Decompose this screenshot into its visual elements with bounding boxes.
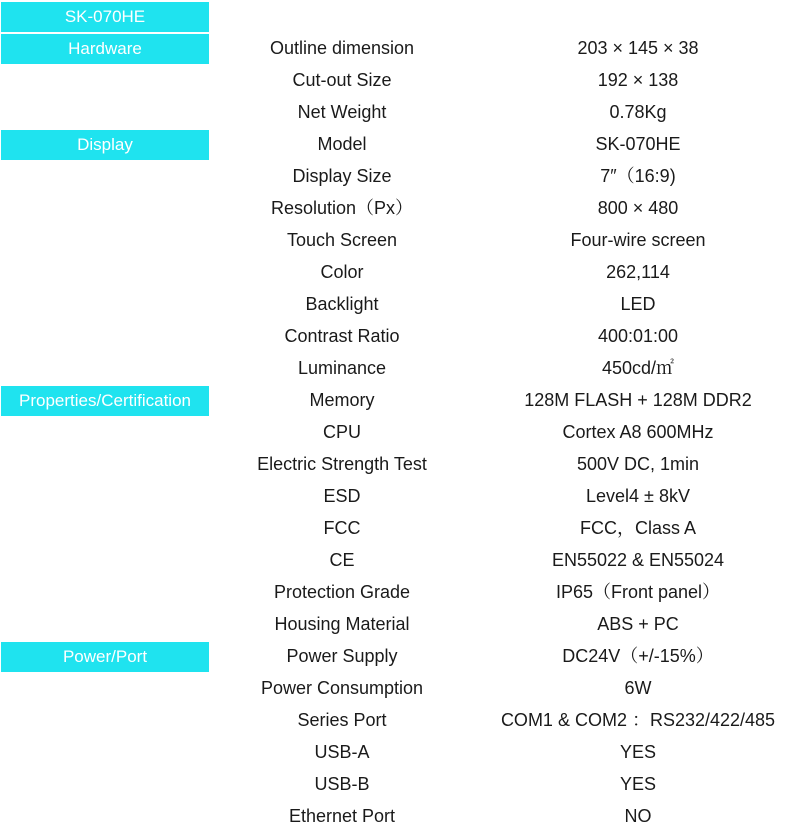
spec-value: Cortex A8 600MHz xyxy=(562,422,714,442)
spec-label: Backlight xyxy=(305,294,379,314)
spec-value: LED xyxy=(620,294,656,314)
spec-row xyxy=(0,640,804,672)
spec-row xyxy=(0,672,804,704)
spec-label: Ethernet Port xyxy=(288,806,396,826)
spec-label: Cut-out Size xyxy=(292,70,392,90)
spec-label: CPU xyxy=(322,422,361,442)
spec-row xyxy=(0,320,804,352)
table-title-row xyxy=(0,0,804,32)
spec-label: Touch Screen xyxy=(286,230,398,250)
spec-value: 7″（16:9) xyxy=(600,166,676,186)
spec-value: ABS + PC xyxy=(597,614,679,634)
spec-label: Luminance xyxy=(297,358,387,378)
spec-row xyxy=(0,416,804,448)
spec-label: Model xyxy=(317,134,367,154)
spec-label: Resolution（Px） xyxy=(270,198,414,218)
spec-value: EN55022 & EN55024 xyxy=(551,550,725,570)
spec-value: SK-070HE xyxy=(595,134,681,154)
category-hardware: Hardware xyxy=(1,34,209,64)
spec-label: ESD xyxy=(323,486,361,506)
spec-row xyxy=(0,288,804,320)
spec-row xyxy=(0,576,804,608)
spec-value: IP65（Front panel） xyxy=(555,582,721,602)
spec-row xyxy=(0,480,804,512)
category-power: Power/Port xyxy=(1,642,209,672)
spec-value: FCC，Class A xyxy=(579,518,696,538)
spec-label: USB-A xyxy=(314,742,370,762)
spec-label: Color xyxy=(320,262,364,282)
category-display: Display xyxy=(1,130,209,160)
spec-label: Power Consumption xyxy=(260,678,424,698)
spec-value: 800 × 480 xyxy=(597,198,679,218)
spec-label: Housing Material xyxy=(274,614,410,634)
spec-value: 450cd/㎡ xyxy=(601,358,675,378)
spec-row xyxy=(0,256,804,288)
spec-label: Series Port xyxy=(297,710,387,730)
spec-label: Contrast Ratio xyxy=(284,326,400,346)
spec-value: 0.78Kg xyxy=(609,102,667,122)
spec-label: USB-B xyxy=(314,774,370,794)
spec-row xyxy=(0,768,804,800)
spec-label: Outline dimension xyxy=(269,38,415,58)
spec-label: Display Size xyxy=(292,166,392,186)
spec-row xyxy=(0,192,804,224)
spec-row xyxy=(0,128,804,160)
spec-value: 128M FLASH + 128M DDR2 xyxy=(524,390,752,410)
spec-label: Power Supply xyxy=(286,646,398,666)
category-properties: Properties/Certification xyxy=(1,386,209,416)
spec-row xyxy=(0,352,804,384)
spec-value: YES xyxy=(619,774,657,794)
spec-value: 400:01:00 xyxy=(597,326,679,346)
spec-label: Memory xyxy=(309,390,375,410)
spec-row xyxy=(0,384,804,416)
spec-value: 192 × 138 xyxy=(597,70,679,90)
spec-label: Electric Strength Test xyxy=(257,454,427,474)
spec-value: 6W xyxy=(624,678,652,698)
spec-row xyxy=(0,704,804,736)
spec-label: CE xyxy=(329,550,355,570)
spec-value: 500V DC, 1min xyxy=(576,454,700,474)
spec-row xyxy=(0,64,804,96)
spec-label: Protection Grade xyxy=(273,582,411,602)
spec-row xyxy=(0,160,804,192)
spec-row xyxy=(0,608,804,640)
spec-value: COM1 & COM2 ：RS232/422/485 xyxy=(500,710,776,730)
spec-row xyxy=(0,448,804,480)
spec-row xyxy=(0,544,804,576)
spec-label: Net Weight xyxy=(297,102,387,122)
spec-row xyxy=(0,512,804,544)
spec-value: Level4 ± 8kV xyxy=(586,486,690,506)
product-title: SK-070HE xyxy=(1,2,209,32)
spec-row xyxy=(0,800,804,832)
spec-value: 262,114 xyxy=(606,262,670,282)
spec-value: NO xyxy=(624,806,652,826)
spec-label: FCC xyxy=(323,518,361,538)
spec-value: 203 × 145 × 38 xyxy=(577,38,699,58)
spec-value: YES xyxy=(619,742,657,762)
spec-row xyxy=(0,96,804,128)
spec-value: DC24V（+/-15%） xyxy=(562,646,714,666)
spec-row xyxy=(0,32,804,64)
spec-row xyxy=(0,224,804,256)
spec-row xyxy=(0,736,804,768)
spec-value: Four-wire screen xyxy=(570,230,706,250)
